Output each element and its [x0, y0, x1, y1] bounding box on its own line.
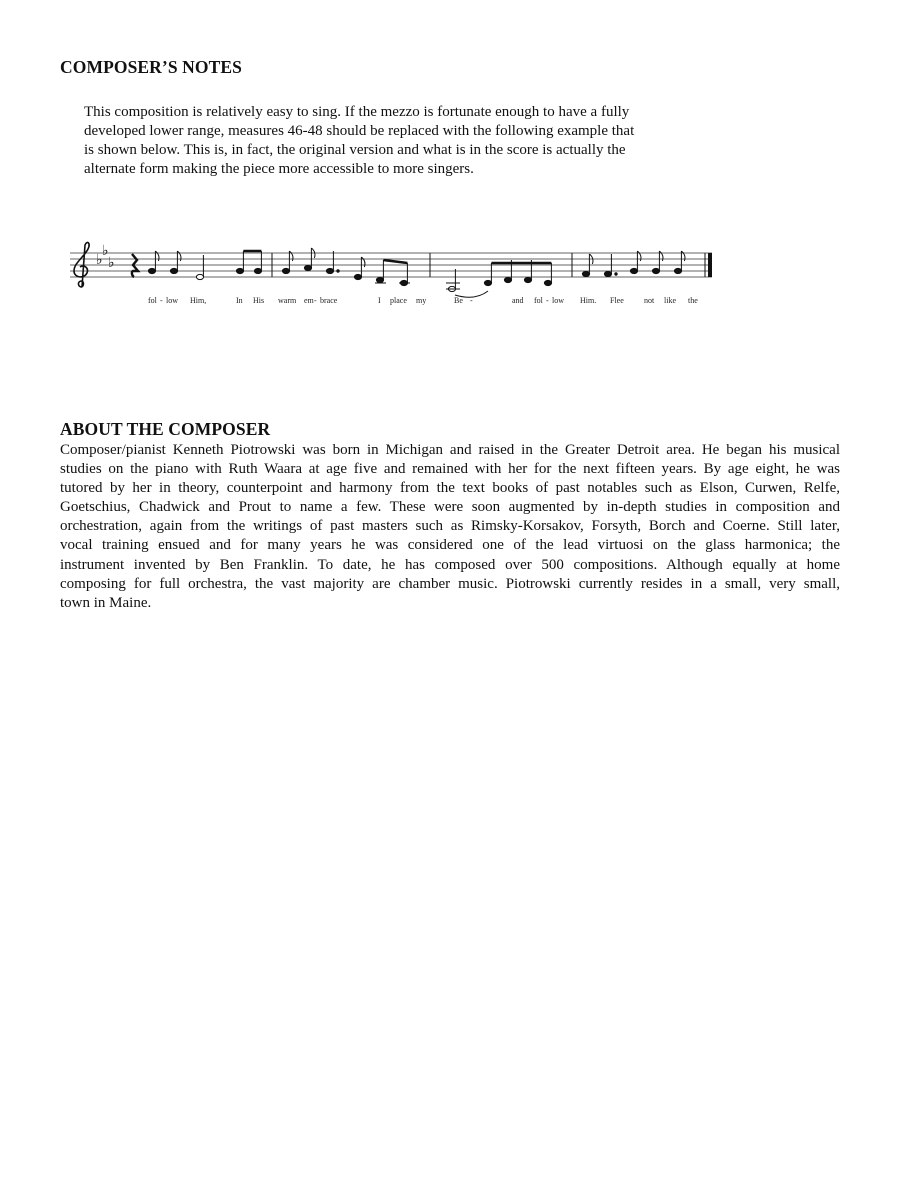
- lyric-syllable: low: [166, 296, 178, 305]
- lyric-syllable: In: [236, 296, 243, 305]
- lyric-hyphen: -: [546, 296, 549, 305]
- notes-line: developed lower range, measures 46-48 should be replaced with the following example that: [84, 123, 635, 139]
- lyric-syllable: low: [552, 296, 564, 305]
- lyric-syllable: fol: [148, 296, 157, 305]
- about-composer-heading: ABOUT THE COMPOSER: [60, 419, 271, 439]
- composers-notes-heading: COMPOSER’S NOTES: [60, 57, 242, 77]
- lyric-hyphen: -: [314, 296, 317, 305]
- lyric-syllable: and: [512, 296, 524, 305]
- lyric-hyphen: -: [160, 296, 163, 305]
- key-signature-flats: [96, 243, 115, 271]
- notes-line: This composition is relatively easy to sing. If the mezzo is fortunate enough to have a fully: [84, 104, 630, 120]
- music-example-staff: [60, 235, 720, 315]
- notes: [148, 248, 710, 297]
- lyric-syllable: Him.: [580, 296, 597, 305]
- about-line: Composer/pianist Kenneth Piotrowski was born in Michigan and raised in the Greater Detroit area. He began his musical: [60, 442, 840, 458]
- lyric-syllable: place: [390, 296, 407, 305]
- lyric-syllable: Him,: [190, 296, 207, 305]
- about-line: Goetschius, Chadwick and Prout to name a few. These were soon augmented by in-depth studies in composition and: [60, 499, 840, 516]
- composers-notes-paragraph: [84, 103, 724, 179]
- flat-icon: ♭: [102, 243, 109, 259]
- lyrics: [148, 296, 698, 305]
- about-line: vocal training ensued and for many years he was considered one of the lead virtuosi on the glass harmonica; the: [60, 537, 840, 554]
- lyric-syllable: like: [664, 296, 676, 305]
- flat-icon: ♭: [108, 255, 115, 271]
- quarter-rest-icon: [132, 254, 138, 277]
- lyric-syllable: His: [253, 296, 265, 305]
- lyric-syllable: Flee: [610, 296, 624, 305]
- lyric-syllable: warm: [278, 296, 297, 305]
- lyric-syllable: my: [416, 296, 427, 305]
- notes-line: alternate form making the piece more accessible to more singers.: [84, 161, 474, 177]
- flat-icon: ♭: [96, 252, 103, 268]
- notes-line: is shown below. This is, in fact, the original version and what is in the score is actually the: [84, 142, 626, 158]
- about-line: tutored by her in theory, counterpoint and harmony from the text books of past notables such as Elson, Curwen, Relfe,: [60, 480, 840, 497]
- lyric-syllable: Be: [454, 296, 463, 305]
- about-line: town in Maine.: [60, 594, 152, 611]
- lyric-syllable: the: [688, 296, 698, 305]
- lyric-syllable: fol: [534, 296, 543, 305]
- about-line: instrument invented by Ben Franklin. To date, he has composed over 500 compositions. Although equally at home: [60, 556, 840, 573]
- lyric-syllable: not: [644, 296, 655, 305]
- lyric-syllable: em: [304, 296, 314, 305]
- about-line: studies on the piano with Ruth Waara at age five and remained with her for the next fifteen years. By age eight, he was: [60, 461, 840, 478]
- about-composer-paragraph: [60, 441, 840, 613]
- about-line: composing for full orchestra, the vast majority are chamber music. Piotrowski currently resides in a small, very small,: [60, 575, 840, 592]
- lyric-syllable: brace: [320, 296, 338, 305]
- lyric-hyphen: -: [470, 296, 473, 305]
- about-line: orchestration, again from the writings of past masters such as Rimsky-Korsakov, Forsyth, Borch and Coerne. Still later,: [60, 518, 840, 535]
- lyric-syllable: I: [378, 296, 381, 305]
